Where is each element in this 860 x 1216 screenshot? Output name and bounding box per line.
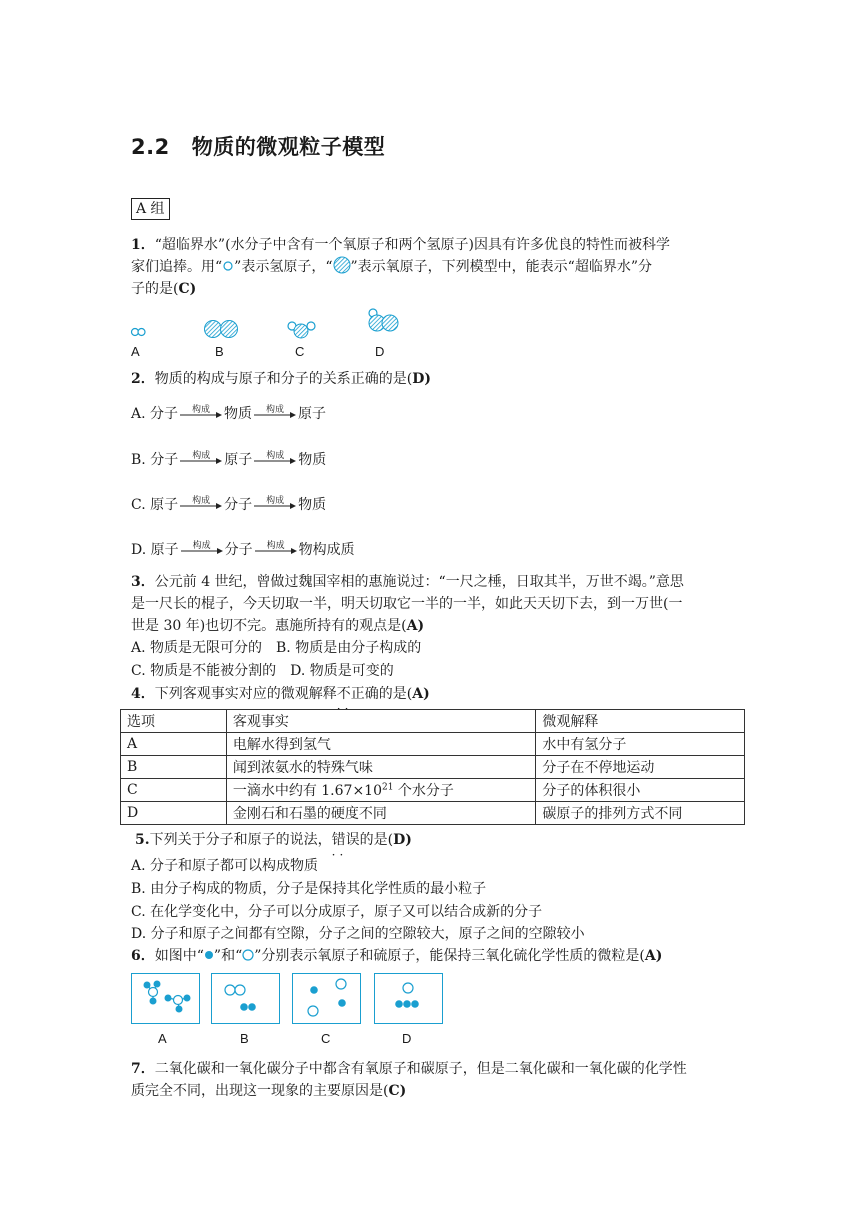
emphasis-text: 错误 ·· <box>332 832 360 848</box>
section-title: 物质的微观粒子模型 <box>191 135 386 159</box>
oxygen-atom-icon <box>333 256 351 274</box>
q3-answer: A <box>406 618 418 634</box>
section-number: 2.2 <box>131 135 170 159</box>
q1-option-label: C <box>295 344 305 359</box>
q3-stem: 3．公元前 4 世纪，曾做过魏国宰相的惠施说过：“一尺之棰，日取其半，万世不竭。”意思 是一尺长的棍子，今天切取一半，明天切取它一半的一半，如此天天切下去，到一万世(一 世是 30 年)也切不完。惠施所持有的观点是(A) <box>131 574 684 634</box>
arrow-icon: 构成 <box>181 542 223 558</box>
q5-stem: 5.下列关于分子和原子的说法，错误 ··的是(D) <box>135 829 735 851</box>
q6-box-a <box>131 973 200 1024</box>
q6-option-label: A <box>158 1031 167 1046</box>
q1-model-b <box>205 321 238 338</box>
arrow-icon: 构成 <box>254 406 296 422</box>
q7-answer: C <box>388 1083 400 1099</box>
q6-option-label: C <box>321 1031 331 1046</box>
q4-answer: A <box>412 686 424 702</box>
arrow-icon: 构成 <box>254 497 296 513</box>
table-row: C 一滴水中约有 $1.67\times 10^{21}$ 个水分子 分子的体积很小 <box>121 779 745 802</box>
q5-answer: D <box>393 832 406 848</box>
oxygen-atom-icon <box>204 950 214 960</box>
q6-option-label: D <box>402 1031 412 1046</box>
q1-stem: 1．“超临界水”(水分子中含有一个氧原子和两个氢原子)因具有许多优良的特性而被科学 家们追捧。用“ ”表示氢原子，“ ”表示氧原子，下列模型中，能表示“超临界水”分 子的是(C) <box>131 237 670 297</box>
q5-option: C. 在化学变化中，分子可以分成原子，原子又可以结合成新的分子 <box>131 904 543 920</box>
q4-table <box>120 709 745 825</box>
page-title <box>131 131 385 161</box>
q6-answer: A <box>644 948 656 964</box>
q1-answer: C <box>178 281 190 297</box>
q6-option-label: B <box>240 1031 249 1046</box>
arrow-icon: 构成 <box>180 452 222 468</box>
q5-option: A. 分子和原子都可以构成物质 <box>131 858 319 874</box>
arrow-icon: 构成 <box>180 406 222 422</box>
q1-model-a <box>132 329 146 336</box>
q5-option: D. 分子和原子之间都有空隙，分子之间的空隙较大，原子之间的空隙较小 <box>131 926 585 942</box>
q1-option-label: A <box>131 344 140 359</box>
sulfur-atom-icon <box>242 949 254 961</box>
q3-options-ab: A. 物质是无限可分的 B. 物质是由分子构成的 <box>131 640 422 656</box>
q2-option-b: B. 分子 构成 原子 构成 物质 <box>131 451 327 468</box>
table-row: A 电解水得到氢气 水中有氢分子 <box>121 733 745 756</box>
q2-option-a: A. 分子 构成 物质 构成 原子 <box>131 405 327 422</box>
table-row: B 闻到浓氨水的特殊气味 分子在不停地运动 <box>121 756 745 779</box>
arrow-icon: 构成 <box>255 542 297 558</box>
hydrogen-atom-icon <box>222 260 234 272</box>
q1-option-label: D <box>375 344 385 359</box>
table-header: 选项 <box>121 710 227 733</box>
q2-option-d: D. 原子 构成 分子 构成 物构成质 <box>131 541 355 558</box>
table-header: 微观解释 <box>536 710 745 733</box>
arrow-icon: 构成 <box>180 497 222 513</box>
q6-stem: 6．如图中“ ”和“ ”分别表示氧原子和硫原子，能保持三氧化硫化学性质的微粒是(A) <box>131 948 663 964</box>
q2-stem: 2．物质的构成与原子和分子的关系正确的是(D) <box>131 371 431 387</box>
emphasis-text: 不正确 ·· <box>337 686 379 702</box>
q6-box-c <box>292 973 361 1024</box>
arrow-icon: 构成 <box>254 452 296 468</box>
q1-model-d <box>369 309 398 331</box>
q1-option-label: B <box>215 344 224 359</box>
table-row: D 金刚石和石墨的硬度不同 碳原子的排列方式不同 <box>121 802 745 825</box>
q7-stem: 7．二氧化碳和一氧化碳分子中都含有氧原子和碳原子，但是二氧化碳和一氧化碳的化学性 质完全不同，出现这一现象的主要原因是(C) <box>131 1061 687 1099</box>
q5-option: B. 由分子构成的物质，分子是保持其化学性质的最小粒子 <box>131 881 487 897</box>
q6-box-b <box>211 973 280 1024</box>
q3-options-cd: C. 物质是不能被分割的 D. 物质是可变的 <box>131 663 394 679</box>
group-label: A 组 <box>131 198 170 220</box>
q4-stem: 4．下列客观事实对应的微观解释不正确 ··的是(A) <box>131 683 731 705</box>
q6-box-d <box>374 973 443 1024</box>
q2-answer: D <box>412 371 425 387</box>
q1-model-c <box>288 322 315 338</box>
q1-model-figures <box>125 305 415 345</box>
table-header: 客观事实 <box>226 710 536 733</box>
table-header-row <box>121 710 745 733</box>
q2-option-c: C. 原子 构成 分子 构成 物质 <box>131 496 327 513</box>
